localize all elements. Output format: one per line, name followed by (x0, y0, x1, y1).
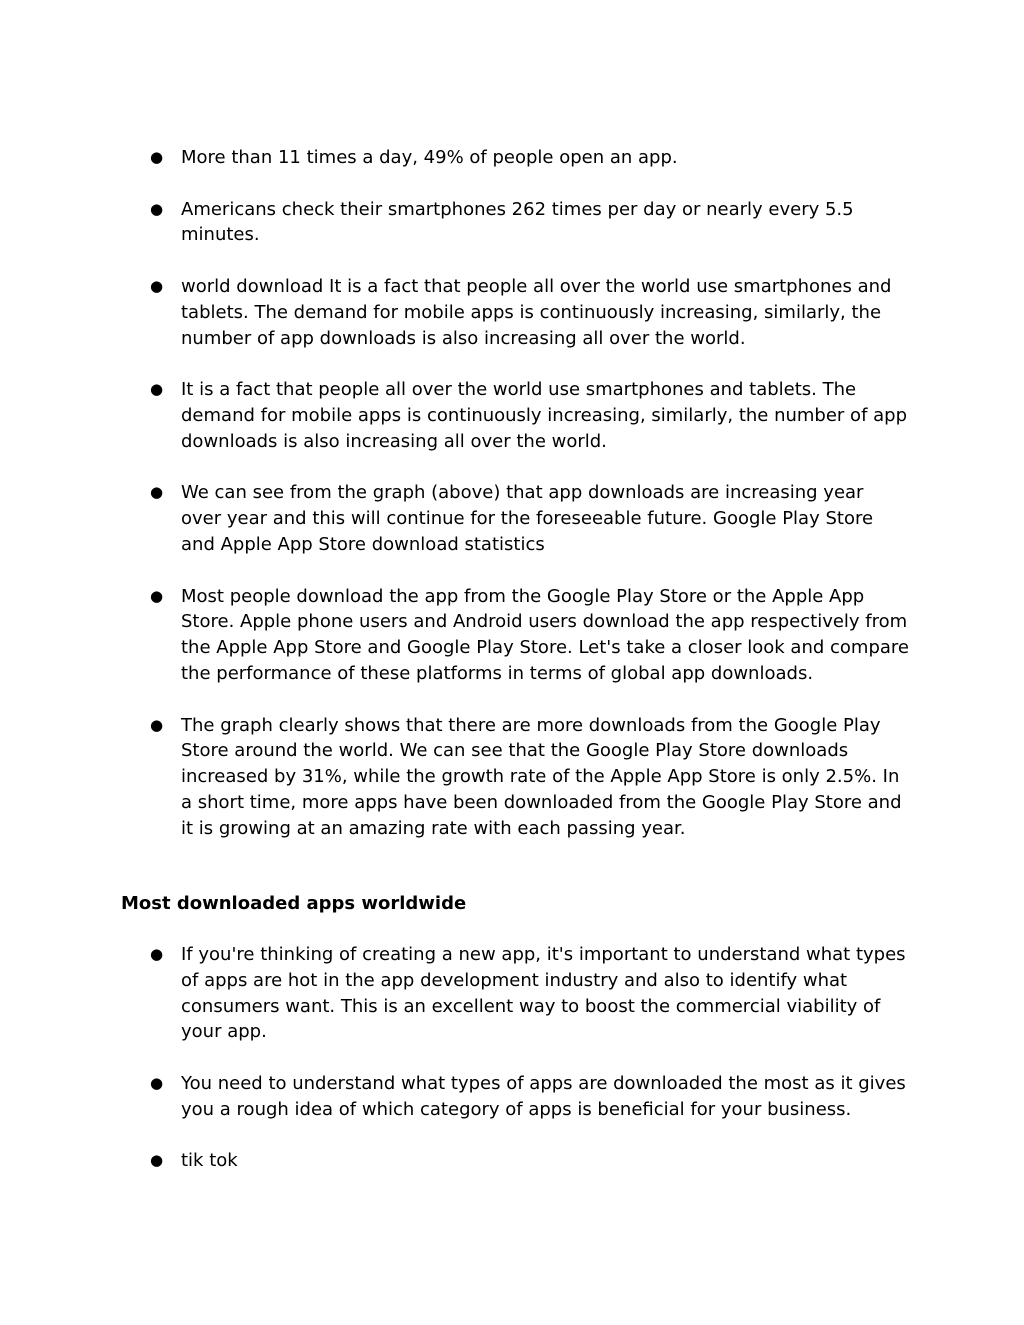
bullet-icon: ● (150, 945, 164, 963)
section-heading: Most downloaded apps worldwide (121, 893, 467, 914)
list-item-text: tik tok (181, 1150, 238, 1172)
list-item (0, 1148, 909, 1174)
list-item-text: You need to understand what types of apps are downloaded the most as it gives you a rough idea of which category of apps is beneficial for your business. (181, 1072, 906, 1120)
list-item (0, 197, 909, 249)
list-item-text: If you're thinking of creating a new app, it's important to understand what types of apps are hot in the app development industry and also to identify what consumers want. This is an excellent way to boost the commercial viability of your app. (181, 944, 906, 1043)
bullet-icon: ● (150, 715, 164, 734)
bullet-list-stats (0, 145, 1024, 867)
list-item-text: We can see from the graph (above) that app downloads are increasing year over year and this will continue for the foreseeable future. Google Play Store and Apple App Store download statistics (181, 482, 874, 555)
list-item (0, 584, 909, 687)
list-item-text: The graph clearly shows that there are more downloads from the Google Play Store around the world. We can see that the Google Play Store downloads increased by 31%, while the growth rate of the Apple App Store is only 2.5%. In a short time, more apps have been downloaded from the Google Play Store and it is growing at an amazing rate with each passing year. (181, 714, 902, 839)
list-item (0, 377, 909, 454)
list-item (0, 713, 909, 842)
bullet-icon: ● (150, 586, 164, 605)
bullet-icon: ● (150, 380, 164, 399)
bullet-list-apps (0, 942, 1024, 1200)
list-item (0, 274, 909, 351)
list-item-text: Americans check their smartphones 262 times per day or nearly every 5.5 minutes. (181, 198, 854, 246)
bullet-icon: ● (150, 1151, 164, 1170)
bullet-icon: ● (150, 199, 164, 218)
list-item (0, 145, 909, 171)
bullet-icon: ● (150, 148, 164, 166)
list-item-text: world download It is a fact that people all over the world use smartphones and tablets. The demand for mobile apps is continuously increasing, similarly, the number of app downloads is also increasing all over the world. (181, 275, 892, 349)
bullet-icon: ● (150, 483, 164, 502)
bullet-icon: ● (150, 276, 164, 295)
list-item (0, 1071, 909, 1123)
list-item (0, 480, 909, 557)
bullet-icon: ● (150, 1073, 164, 1092)
list-item (0, 942, 909, 1045)
list-item-text: More than 11 times a day, 49% of people open an app. (181, 147, 678, 168)
list-item-text: It is a fact that people all over the world use smartphones and tablets. The demand for mobile apps is continuously increasing, similarly, the number of app downloads is also increasing all over the world. (181, 379, 908, 452)
list-item-text: Most people download the app from the Google Play Store or the Apple App Store. Apple phone users and Android users download the app respectively from the Apple App Store and Google Play Store. Let's take a closer look and compare the performance of these platforms in terms of global app downloads. (181, 585, 909, 684)
